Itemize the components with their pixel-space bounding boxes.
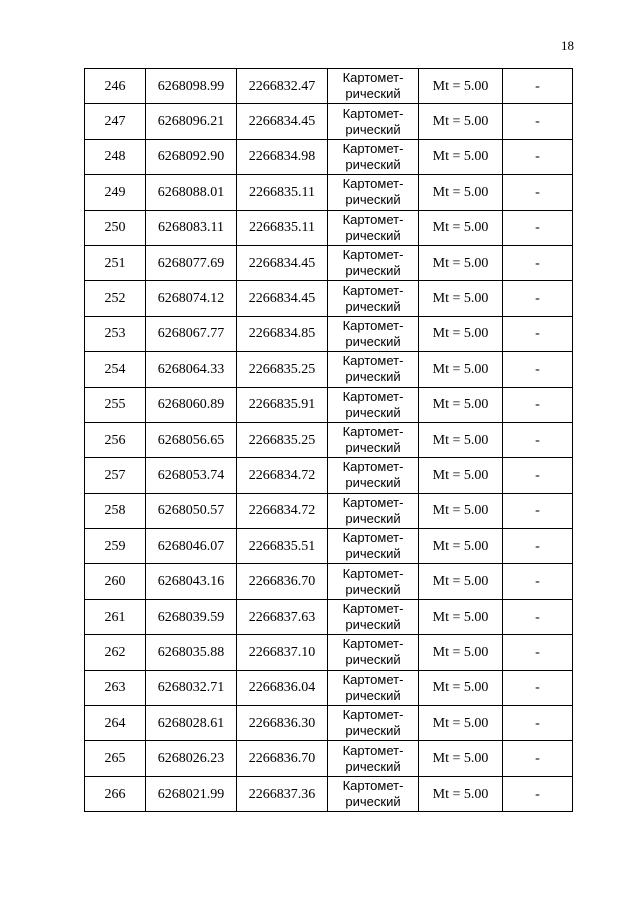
method-cell (328, 776, 419, 811)
method-line-2: рический (345, 298, 401, 314)
note-cell: - (503, 139, 573, 174)
accuracy-cell: Mt = 5.00 (419, 458, 503, 493)
x-coordinate-cell: 6268074.12 (146, 281, 237, 316)
method-line-2: рический (345, 86, 401, 102)
table-row (85, 139, 573, 174)
coordinates-table (84, 68, 573, 812)
accuracy-cell: Mt = 5.00 (419, 69, 503, 104)
point-number-cell: 250 (85, 210, 146, 245)
point-number-cell: 252 (85, 281, 146, 316)
table-row (85, 599, 573, 634)
x-coordinate-cell: 6268032.71 (146, 670, 237, 705)
x-coordinate-cell: 6268043.16 (146, 564, 237, 599)
accuracy-cell: Mt = 5.00 (419, 139, 503, 174)
accuracy-cell: Mt = 5.00 (419, 635, 503, 670)
method-line-2: рический (345, 652, 401, 668)
method-cell (328, 670, 419, 705)
point-number-cell: 248 (85, 139, 146, 174)
coordinates-table-body (85, 69, 573, 812)
point-number-cell: 249 (85, 175, 146, 210)
y-coordinate-cell: 2266835.91 (237, 387, 328, 422)
table-row (85, 458, 573, 493)
x-coordinate-cell: 6268077.69 (146, 245, 237, 280)
note-cell: - (503, 670, 573, 705)
method-line-2: рический (345, 121, 401, 137)
y-coordinate-cell: 2266836.70 (237, 741, 328, 776)
y-coordinate-cell: 2266834.45 (237, 104, 328, 139)
table-row (85, 670, 573, 705)
y-coordinate-cell: 2266835.11 (237, 175, 328, 210)
method-line-1: Картомет- (342, 636, 404, 652)
method-cell (328, 281, 419, 316)
method-cell (328, 635, 419, 670)
note-cell: - (503, 104, 573, 139)
x-coordinate-cell: 6268053.74 (146, 458, 237, 493)
y-coordinate-cell: 2266835.25 (237, 352, 328, 387)
point-number-cell: 251 (85, 245, 146, 280)
page-number: 18 (561, 38, 574, 53)
accuracy-cell: Mt = 5.00 (419, 564, 503, 599)
point-number-cell: 259 (85, 529, 146, 564)
y-coordinate-cell: 2266834.72 (237, 493, 328, 528)
method-line-2: рический (345, 546, 401, 562)
accuracy-cell: Mt = 5.00 (419, 529, 503, 564)
method-cell (328, 175, 419, 210)
table-row (85, 422, 573, 457)
note-cell: - (503, 706, 573, 741)
method-line-1: Картомет- (342, 388, 404, 404)
x-coordinate-cell: 6268060.89 (146, 387, 237, 422)
method-line-2: рический (345, 617, 401, 633)
method-cell (328, 564, 419, 599)
x-coordinate-cell: 6268028.61 (146, 706, 237, 741)
method-line-2: рический (345, 687, 401, 703)
x-coordinate-cell: 6268050.57 (146, 493, 237, 528)
point-number-cell: 253 (85, 316, 146, 351)
method-line-2: рический (345, 404, 401, 420)
accuracy-cell: Mt = 5.00 (419, 352, 503, 387)
point-number-cell: 258 (85, 493, 146, 528)
method-line-1: Картомет- (342, 424, 404, 440)
accuracy-cell: Mt = 5.00 (419, 422, 503, 457)
table-row (85, 706, 573, 741)
y-coordinate-cell: 2266834.72 (237, 458, 328, 493)
method-cell (328, 741, 419, 776)
accuracy-cell: Mt = 5.00 (419, 706, 503, 741)
method-line-2: рический (345, 475, 401, 491)
method-line-2: рический (345, 581, 401, 597)
note-cell: - (503, 599, 573, 634)
note-cell: - (503, 564, 573, 599)
method-line-2: рический (345, 263, 401, 279)
y-coordinate-cell: 2266835.11 (237, 210, 328, 245)
accuracy-cell: Mt = 5.00 (419, 175, 503, 210)
accuracy-cell: Mt = 5.00 (419, 281, 503, 316)
note-cell: - (503, 69, 573, 104)
table-row (85, 493, 573, 528)
point-number-cell: 257 (85, 458, 146, 493)
note-cell: - (503, 352, 573, 387)
accuracy-cell: Mt = 5.00 (419, 599, 503, 634)
point-number-cell: 261 (85, 599, 146, 634)
accuracy-cell: Mt = 5.00 (419, 776, 503, 811)
method-cell (328, 458, 419, 493)
table-row (85, 776, 573, 811)
note-cell: - (503, 316, 573, 351)
method-line-1: Картомет- (342, 211, 404, 227)
accuracy-cell: Mt = 5.00 (419, 210, 503, 245)
accuracy-cell: Mt = 5.00 (419, 104, 503, 139)
method-line-1: Картомет- (342, 140, 404, 156)
note-cell: - (503, 281, 573, 316)
method-line-1: Картомет- (342, 565, 404, 581)
note-cell: - (503, 458, 573, 493)
method-cell (328, 316, 419, 351)
method-line-1: Картомет- (342, 282, 404, 298)
method-line-2: рический (345, 794, 401, 809)
table-row (85, 69, 573, 104)
y-coordinate-cell: 2266837.36 (237, 776, 328, 811)
y-coordinate-cell: 2266834.98 (237, 139, 328, 174)
method-line-2: рический (345, 369, 401, 385)
method-line-1: Картомет- (342, 530, 404, 546)
method-line-1: Картомет- (342, 601, 404, 617)
note-cell: - (503, 387, 573, 422)
y-coordinate-cell: 2266835.51 (237, 529, 328, 564)
method-cell (328, 493, 419, 528)
note-cell: - (503, 635, 573, 670)
method-line-1: Картомет- (342, 742, 404, 758)
method-line-2: рический (345, 227, 401, 243)
x-coordinate-cell: 6268096.21 (146, 104, 237, 139)
x-coordinate-cell: 6268067.77 (146, 316, 237, 351)
accuracy-cell: Mt = 5.00 (419, 493, 503, 528)
method-cell (328, 210, 419, 245)
point-number-cell: 246 (85, 69, 146, 104)
table-row (85, 635, 573, 670)
y-coordinate-cell: 2266836.30 (237, 706, 328, 741)
point-number-cell: 265 (85, 741, 146, 776)
method-line-1: Картомет- (342, 105, 404, 121)
method-line-1: Картомет- (342, 671, 404, 687)
note-cell: - (503, 776, 573, 811)
y-coordinate-cell: 2266836.70 (237, 564, 328, 599)
method-line-2: рический (345, 192, 401, 208)
note-cell: - (503, 422, 573, 457)
point-number-cell: 255 (85, 387, 146, 422)
x-coordinate-cell: 6268083.11 (146, 210, 237, 245)
table-row (85, 175, 573, 210)
table-row (85, 387, 573, 422)
x-coordinate-cell: 6268064.33 (146, 352, 237, 387)
note-cell: - (503, 175, 573, 210)
y-coordinate-cell: 2266837.63 (237, 599, 328, 634)
point-number-cell: 247 (85, 104, 146, 139)
x-coordinate-cell: 6268026.23 (146, 741, 237, 776)
x-coordinate-cell: 6268092.90 (146, 139, 237, 174)
accuracy-cell: Mt = 5.00 (419, 741, 503, 776)
point-number-cell: 266 (85, 776, 146, 811)
method-line-1: Картомет- (342, 70, 404, 86)
method-cell (328, 529, 419, 564)
point-number-cell: 262 (85, 635, 146, 670)
accuracy-cell: Mt = 5.00 (419, 316, 503, 351)
method-cell (328, 69, 419, 104)
note-cell: - (503, 245, 573, 280)
table-row (85, 316, 573, 351)
x-coordinate-cell: 6268039.59 (146, 599, 237, 634)
method-line-2: рический (345, 156, 401, 172)
method-line-2: рический (345, 440, 401, 456)
note-cell: - (503, 493, 573, 528)
method-line-2: рический (345, 723, 401, 739)
method-line-1: Картомет- (342, 494, 404, 510)
method-cell (328, 422, 419, 457)
y-coordinate-cell: 2266835.25 (237, 422, 328, 457)
y-coordinate-cell: 2266836.04 (237, 670, 328, 705)
method-line-1: Картомет- (342, 247, 404, 263)
method-line-2: рический (345, 510, 401, 526)
table-row (85, 281, 573, 316)
method-cell (328, 387, 419, 422)
x-coordinate-cell: 6268098.99 (146, 69, 237, 104)
point-number-cell: 256 (85, 422, 146, 457)
y-coordinate-cell: 2266834.85 (237, 316, 328, 351)
method-cell (328, 352, 419, 387)
method-line-1: Картомет- (342, 459, 404, 475)
y-coordinate-cell: 2266837.10 (237, 635, 328, 670)
x-coordinate-cell: 6268088.01 (146, 175, 237, 210)
point-number-cell: 264 (85, 706, 146, 741)
method-cell (328, 139, 419, 174)
point-number-cell: 263 (85, 670, 146, 705)
method-line-1: Картомет- (342, 707, 404, 723)
method-line-2: рический (345, 758, 401, 774)
method-line-1: Картомет- (342, 778, 404, 793)
method-line-2: рический (345, 333, 401, 349)
table-row (85, 741, 573, 776)
method-line-1: Картомет- (342, 353, 404, 369)
table-row (85, 352, 573, 387)
table-row (85, 564, 573, 599)
y-coordinate-cell: 2266834.45 (237, 245, 328, 280)
note-cell: - (503, 529, 573, 564)
note-cell: - (503, 741, 573, 776)
point-number-cell: 260 (85, 564, 146, 599)
method-cell (328, 706, 419, 741)
method-cell (328, 599, 419, 634)
accuracy-cell: Mt = 5.00 (419, 670, 503, 705)
accuracy-cell: Mt = 5.00 (419, 387, 503, 422)
note-cell: - (503, 210, 573, 245)
method-cell (328, 245, 419, 280)
accuracy-cell: Mt = 5.00 (419, 245, 503, 280)
x-coordinate-cell: 6268056.65 (146, 422, 237, 457)
y-coordinate-cell: 2266832.47 (237, 69, 328, 104)
x-coordinate-cell: 6268021.99 (146, 776, 237, 811)
table-row (85, 245, 573, 280)
method-line-1: Картомет- (342, 317, 404, 333)
method-line-1: Картомет- (342, 176, 404, 192)
table-row (85, 529, 573, 564)
table-row (85, 210, 573, 245)
method-cell (328, 104, 419, 139)
x-coordinate-cell: 6268046.07 (146, 529, 237, 564)
x-coordinate-cell: 6268035.88 (146, 635, 237, 670)
table-row (85, 104, 573, 139)
point-number-cell: 254 (85, 352, 146, 387)
y-coordinate-cell: 2266834.45 (237, 281, 328, 316)
